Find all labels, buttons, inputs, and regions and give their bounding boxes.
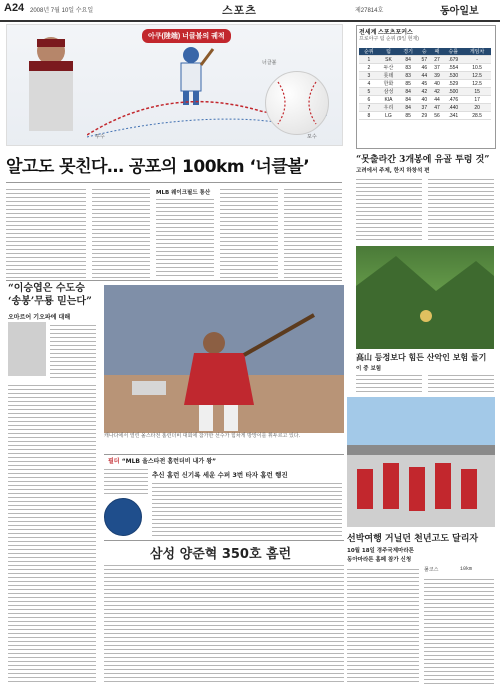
table-row: 5 삼성 84 42 42 .500 15 — [359, 88, 491, 96]
section-title: 스포츠 — [222, 5, 257, 17]
table-row: 6 KIA 84 40 44 .476 17 — [359, 96, 491, 104]
col-gb: 게임차 — [463, 48, 491, 56]
columnist-photo — [8, 322, 46, 376]
marathon-text-1 — [347, 566, 419, 684]
article-column-1 — [6, 186, 86, 278]
issue-date: 2008년 7월 10일 수요일 — [30, 8, 94, 14]
rally-photo — [347, 397, 495, 527]
table-header-row — [359, 48, 491, 56]
table-row: 4 한화 85 45 40 .529 12.5 — [359, 80, 491, 88]
mountain-text-2 — [428, 176, 494, 242]
article-column-5 — [284, 186, 342, 278]
column-text-body — [8, 382, 96, 682]
yang-article-text — [104, 562, 344, 684]
pitcher-label: 투수 — [95, 134, 105, 140]
article-subhead: MLB 웨이크필드 통산 — [156, 190, 211, 196]
catcher-label: 포수 — [307, 134, 317, 140]
page-header — [0, 0, 500, 22]
table-row: 3 롯데 83 44 39 .530 12.5 — [359, 72, 491, 80]
insurance-story-title: 高山 등정보다 힘든 산악인 보험 들기 — [356, 352, 487, 362]
mlb-text-left — [104, 466, 148, 496]
col-games: 경기 — [398, 48, 418, 56]
graphic-title: 아쿠(陸端) 너클볼의 궤적 — [142, 29, 231, 43]
main-headline: 알고도 못친다… 공포의 100km ‘너클볼’ — [6, 157, 310, 177]
issue-number: 제27814호 — [355, 8, 384, 14]
yang-homerun-headline: 삼성 양준혁 350호 홈런 — [150, 547, 292, 562]
homerun-derby-photo — [104, 285, 344, 433]
table-row: 1 SK 84 57 27 .679 - — [359, 56, 491, 64]
standings-table — [359, 48, 491, 120]
knuckleball-graphic — [6, 24, 343, 146]
publisher-logo: 동아일보 — [440, 6, 479, 17]
mountain-photo — [356, 246, 494, 349]
table-row: 2 두산 83 46 37 .554 10.5 — [359, 64, 491, 72]
marathon-story-title: 선박여행 거닐던 천년고도 달리자 — [347, 534, 479, 544]
team-logo-icon — [104, 498, 142, 536]
pitcher-photo — [15, 31, 87, 141]
mountain-text-1 — [356, 176, 422, 242]
column-text-top — [50, 322, 96, 378]
col-losses: 패 — [431, 48, 444, 56]
course-label-10k: 10km — [460, 566, 473, 572]
marathon-text-2 — [424, 576, 494, 684]
marathon-date: 10월 18일 경주국제마라톤 — [347, 548, 414, 554]
insurance-text-1 — [356, 372, 422, 394]
table-row: 7 우리 84 37 47 .440 20 — [359, 104, 491, 112]
divider — [6, 182, 342, 183]
mountain-story-title: “못출라간 3개봉에 유골 투렁 것” — [356, 155, 490, 165]
col-pct: 승률 — [443, 48, 463, 56]
col-rank: 순위 — [359, 48, 379, 56]
standings-title: 전세계 스포츠포커스 — [359, 30, 413, 36]
mlb-text-body — [152, 480, 342, 538]
col-wins: 승 — [418, 48, 431, 56]
article-column-2 — [92, 186, 150, 278]
marathon-sub2: 동아마라톤 홈페 참가 신청 — [347, 557, 412, 563]
table-row: 8 LG 85 29 56 .341 28.5 — [359, 112, 491, 120]
col-team: 팀 — [379, 48, 399, 56]
insurance-text-2 — [428, 372, 494, 394]
mountain-story-byline: 고려에서 주제, 한지 하창석 편 — [356, 168, 430, 174]
mlb-story-title — [108, 456, 216, 465]
article-column-3 — [156, 196, 214, 278]
divider — [6, 280, 342, 281]
divider — [104, 540, 344, 541]
column-author: 오마르어 기오파에 대해 — [8, 314, 71, 321]
standings-subtitle: 프로야구 팀 순위 (9일 현재) — [359, 36, 419, 42]
article-column-4 — [220, 186, 278, 278]
column-headline: “이승엽은 수도승 ‘송봉’무룡 믿는다” — [8, 283, 92, 307]
page-number: A24 — [4, 2, 25, 14]
mlb-title-name: 필더 — [108, 458, 120, 465]
course-label-full: 풀코스 — [424, 567, 439, 573]
hero-photo-caption: 캐나다에서 열린 올스타전 홈런더비 대회에 참가한 선수가 힘차게 방망이를 휘두르고 있다. — [104, 433, 301, 439]
mlb-subheadline: 추신 홈런 신기록 세운 수퍼 3번 타자 홈런 행진 — [152, 471, 288, 479]
knuckleball-label: 너클볼 — [262, 60, 277, 66]
mlb-title-quote: “MLB 올스타전 홈런더비 내가 왕” — [121, 458, 217, 465]
insurance-kicker: 이 중 보험 — [356, 366, 382, 372]
baseball-icon — [265, 71, 329, 135]
